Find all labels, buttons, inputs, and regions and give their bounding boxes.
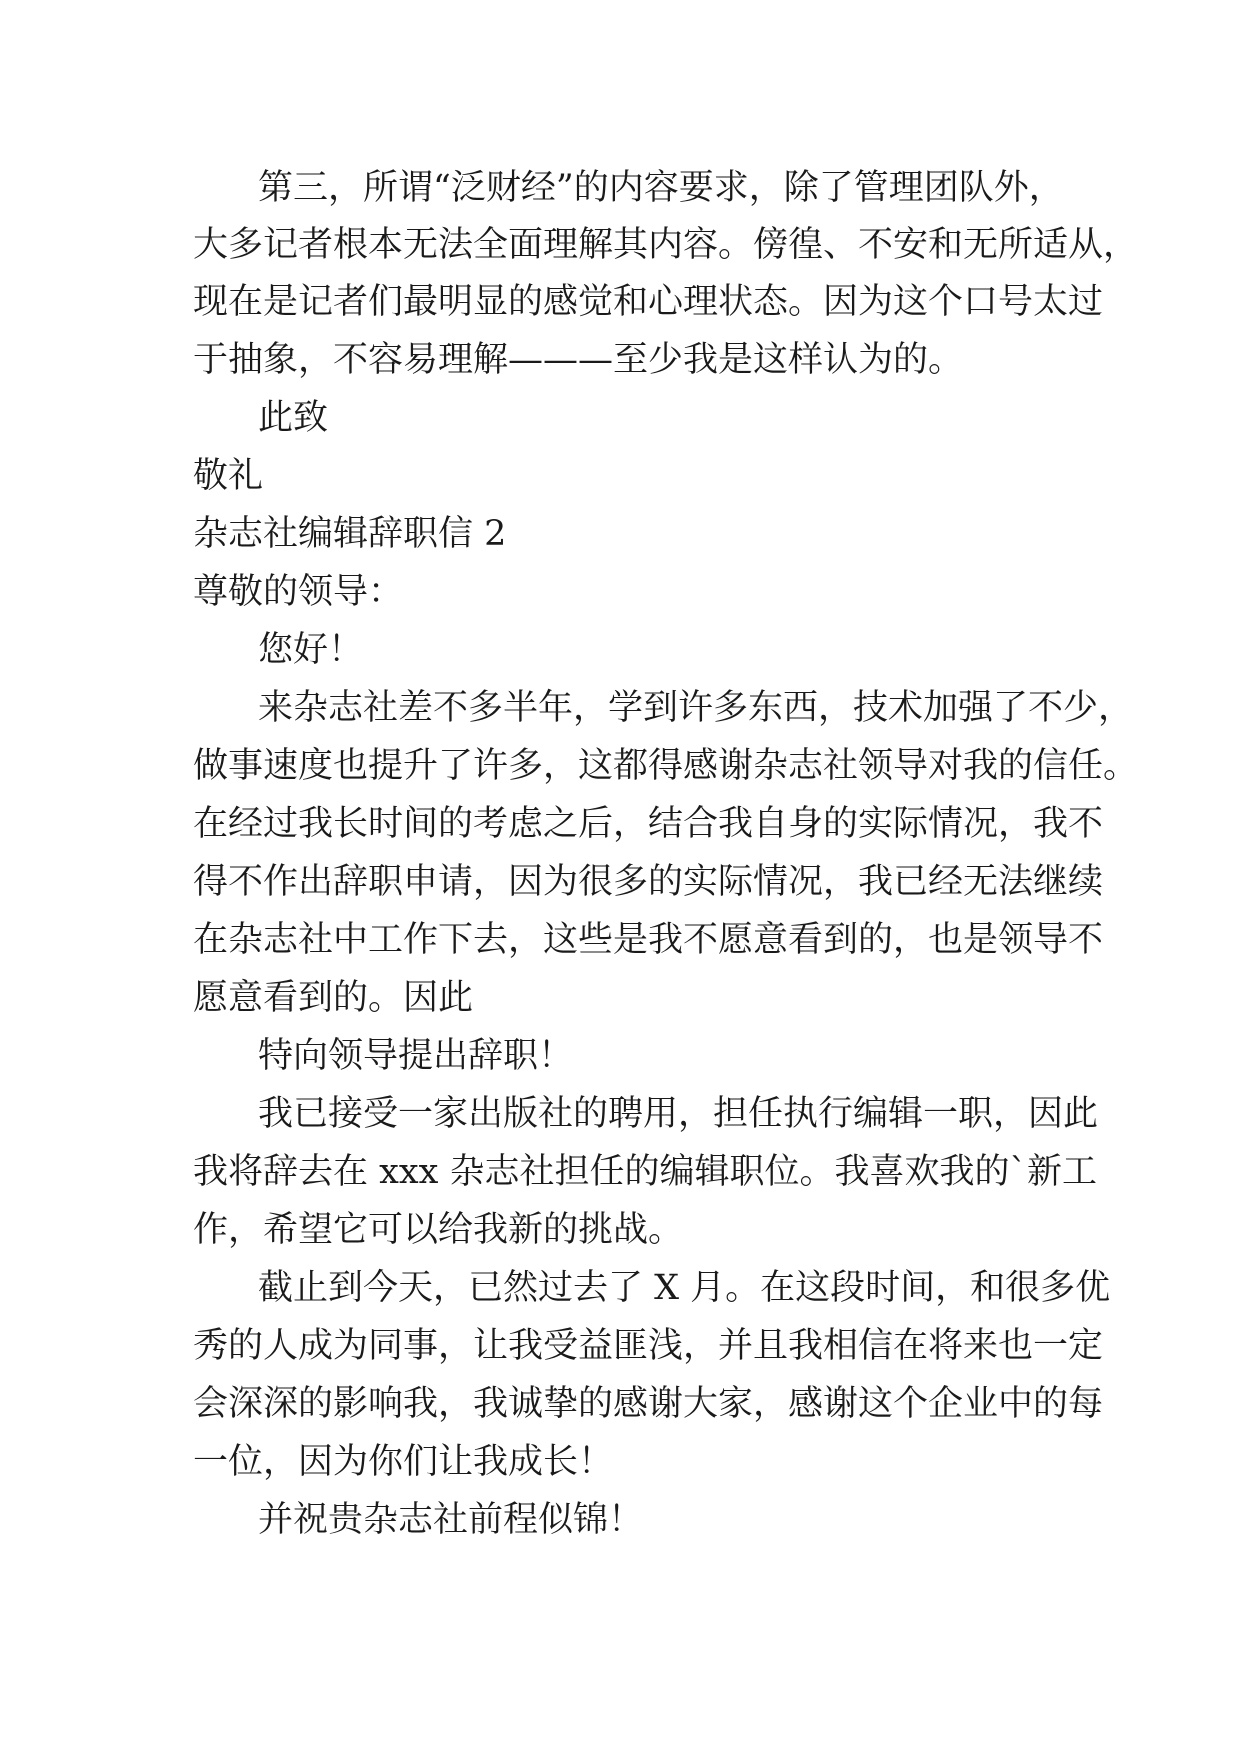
paragraph-line: 做事速度也提升了许多，这都得感谢杂志社领导对我的信任。: [193, 746, 1139, 786]
paragraph-line: 第三，所谓“泛财经”的内容要求，除了管理团队外，: [258, 168, 1064, 208]
paragraph-line: 我已接受一家出版社的聘用，担任执行编辑一职，因此: [258, 1094, 1099, 1134]
paragraph-line: 会深深的影响我，我诚挚的感谢大家，感谢这个企业中的每: [193, 1384, 1104, 1424]
paragraph-line: 我将辞去在 xxx 杂志社担任的编辑职位。我喜欢我的`新工: [193, 1152, 1097, 1192]
paragraph-line: 作，希望它可以给我新的挑战。: [193, 1210, 684, 1250]
greeting: 尊敬的领导：: [193, 572, 404, 612]
paragraph-line: 并祝贵杂志社前程似锦！: [258, 1500, 644, 1540]
paragraph-line: 来杂志社差不多半年，学到许多东西，技术加强了不少，: [258, 688, 1134, 728]
paragraph-line: 一位，因为你们让我成长！: [193, 1442, 614, 1482]
paragraph-line: 于抽象，不容易理解———至少我是这样认为的。: [193, 340, 964, 380]
closing-phrase: 此致: [258, 398, 329, 438]
paragraph-line: 特向领导提出辞职！: [258, 1036, 574, 1076]
section-title: 杂志社编辑辞职信 2: [193, 514, 507, 554]
paragraph-line: 秀的人成为同事，让我受益匪浅，并且我相信在将来也一定: [193, 1326, 1104, 1366]
paragraph-line: 截止到今天，已然过去了 X 月。在这段时间，和很多优: [258, 1268, 1111, 1308]
paragraph-line: 在经过我长时间的考虑之后，结合我自身的实际情况，我不: [193, 804, 1104, 844]
paragraph-line: 愿意看到的。因此: [193, 978, 474, 1018]
paragraph-line: 大多记者根本无法全面理解其内容。傍徨、不安和无所适从，: [193, 225, 1139, 265]
greeting-hello: 您好！: [258, 630, 364, 670]
paragraph-line: 得不作出辞职申请，因为很多的实际情况，我已经无法继续: [193, 862, 1104, 902]
closing-salutation: 敬礼: [193, 456, 264, 496]
paragraph-line: 现在是记者们最明显的感觉和心理状态。因为这个口号太过: [193, 282, 1104, 322]
paragraph-line: 在杂志社中工作下去，这些是我不愿意看到的，也是领导不: [193, 920, 1104, 960]
